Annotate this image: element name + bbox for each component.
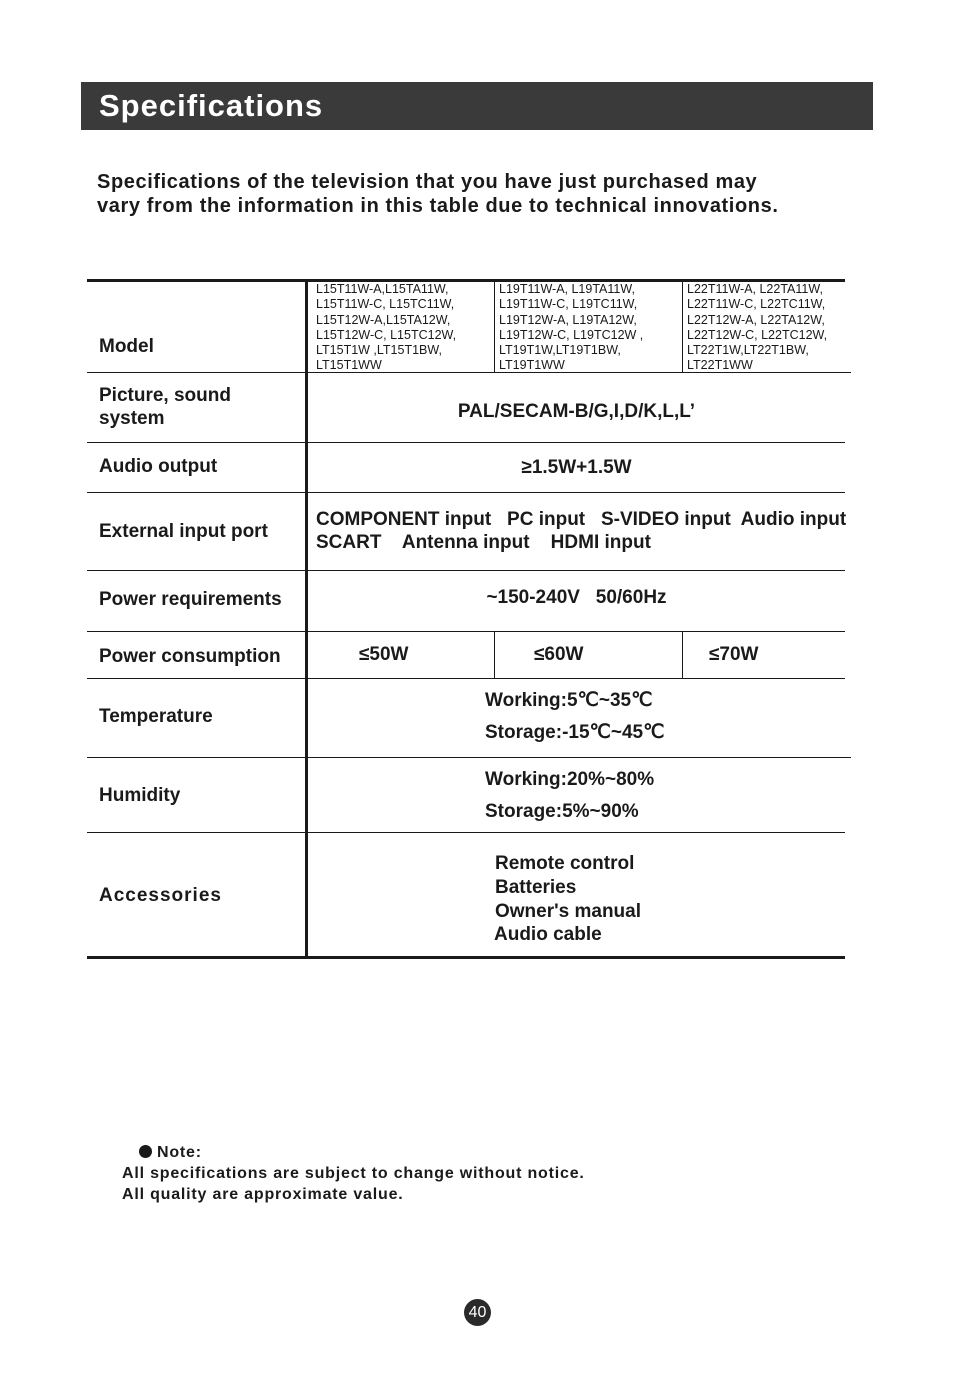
page-title: Specifications <box>99 88 324 123</box>
model-item: LT15T1WW <box>316 358 382 373</box>
picture-sound-label-line-1: Picture, sound <box>99 385 231 406</box>
model-item: L19T12W-C, L19TC12W , <box>499 327 644 342</box>
humidity-storage: Storage:5%~90% <box>485 801 639 822</box>
model-list-22in <box>687 282 827 374</box>
row-divider <box>87 631 845 632</box>
model-item: LT22T1W,LT22T1BW, <box>687 343 809 358</box>
accessories-list <box>495 852 641 947</box>
accessory-item: Remote control <box>495 853 635 874</box>
label-column-divider <box>305 279 308 959</box>
model-list-15in <box>316 282 456 374</box>
power-consumption-22in: ≤70W <box>709 644 759 665</box>
accessory-item: Owner's manual <box>495 900 642 922</box>
power-requirements-label: Power requirements <box>99 589 282 610</box>
temperature-working: Working:5℃~35℃ <box>485 690 653 711</box>
power-consumption-15in: ≤50W <box>359 644 409 665</box>
audio-output-label: Audio output <box>99 456 218 477</box>
model-list-19in <box>499 282 643 374</box>
model-item: LT15T1W ,LT15T1BW, <box>316 343 442 358</box>
temperature-storage: Storage:-15℃~45℃ <box>485 722 665 743</box>
intro-text <box>97 170 897 218</box>
humidity-label: Humidity <box>99 785 181 806</box>
intro-line-2: vary from the information in this table due to technical innovations. <box>97 195 779 217</box>
power-column-divider <box>494 632 495 678</box>
note-heading: Note: <box>157 1144 202 1161</box>
model-item: L15T12W-A,L15TA12W, <box>316 312 451 327</box>
model-label: Model <box>99 336 154 357</box>
intro-line-1: Specifications of the television that you have just purchased may <box>97 171 758 193</box>
bullet-icon <box>139 1145 152 1158</box>
humidity-working: Working:20%~80% <box>485 769 655 790</box>
picture-sound-value: PAL/SECAM-B/G,I,D/K,L,L’ <box>457 401 696 422</box>
model-item: L15T12W-C, L15TC12W, <box>316 327 457 342</box>
audio-output-value: ≥1.5W+1.5W <box>521 457 632 478</box>
model-column-divider <box>682 282 683 373</box>
row-divider <box>87 757 851 758</box>
model-item: L19T11W-C, L19TC11W, <box>499 297 638 312</box>
note-block <box>122 1142 585 1205</box>
row-divider <box>87 492 845 493</box>
external-input-value <box>316 508 846 554</box>
external-input-line-2: SCART Antenna input HDMI input <box>316 532 651 553</box>
model-item: L15T11W-C, L15TC11W, <box>316 297 455 312</box>
model-item: L22T11W-C, L22TC11W, <box>687 297 826 312</box>
accessory-item: Batteries <box>495 876 577 898</box>
picture-sound-label <box>99 384 231 430</box>
power-consumption-label: Power consumption <box>99 646 281 667</box>
power-requirements-value: ~150-240V 50/60Hz <box>486 587 667 608</box>
model-item: L15T11W-A,L15TA11W, <box>316 282 449 296</box>
row-divider <box>87 442 845 443</box>
note-line-1: All specifications are subject to change without notice. <box>122 1165 585 1182</box>
note-line-2: All quality are approximate value. <box>122 1186 404 1203</box>
power-consumption-19in: ≤60W <box>534 644 584 665</box>
page-title-bar <box>81 82 873 130</box>
picture-sound-label-line-2: system <box>99 408 165 429</box>
model-item: L22T12W-A, L22TA12W, <box>687 312 825 327</box>
accessory-item: Audio cable <box>494 924 602 946</box>
temperature-label: Temperature <box>99 706 213 727</box>
table-bottom-border <box>87 956 845 959</box>
row-divider <box>87 832 845 833</box>
row-divider <box>87 570 845 571</box>
model-column-divider <box>494 282 495 373</box>
model-item: L22T12W-C, L22TC12W, <box>687 327 828 342</box>
model-item: LT22T1WW <box>687 358 753 373</box>
external-input-line-1: COMPONENT input PC input S-VIDEO input Audio input <box>316 509 847 530</box>
external-input-label: External input port <box>99 521 268 542</box>
model-item: LT19T1WW <box>499 358 565 373</box>
model-item: LT19T1W,LT19T1BW, <box>499 343 621 358</box>
power-column-divider <box>682 632 683 678</box>
model-item: L19T12W-A, L19TA12W, <box>499 312 637 327</box>
page-number: 40 <box>464 1299 491 1326</box>
accessories-label: Accessories <box>99 885 222 906</box>
model-item: L22T11W-A, L22TA11W, <box>687 282 823 296</box>
model-item: L19T11W-A, L19TA11W, <box>499 282 635 296</box>
row-divider <box>87 678 845 679</box>
